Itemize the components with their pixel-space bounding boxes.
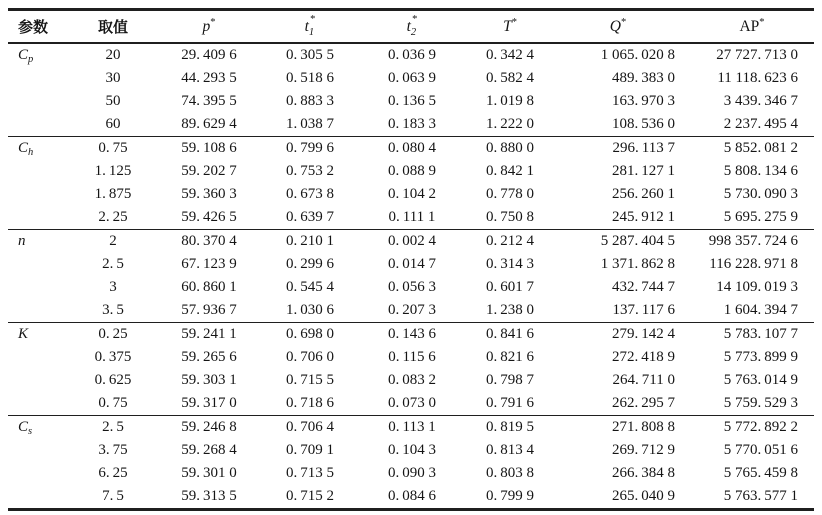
column-header-symbol: t	[406, 17, 411, 35]
table-row	[8, 90, 814, 113]
data-cell-t1: 0. 713 5	[285, 465, 334, 481]
data-cell-t2: 0. 084 6	[387, 488, 436, 504]
data-cell-T: 0. 819 5	[474, 416, 546, 440]
data-cell-t2: 0. 073 0	[387, 395, 436, 411]
parameter-sensitivity-table	[8, 8, 814, 511]
table-row	[8, 276, 814, 299]
param-cell	[8, 90, 78, 113]
star-superscript: *	[210, 16, 216, 28]
data-cell-t2: 0. 080 4	[350, 137, 474, 161]
paper-page	[0, 8, 822, 515]
param-cell	[8, 183, 78, 206]
data-cell-t1: 0. 706 0	[285, 349, 334, 365]
data-cell-AP: 5 763. 577 1	[723, 488, 798, 504]
data-cell-p: 59. 108 6	[148, 137, 270, 161]
data-cell-t1: 0. 706 4	[270, 416, 350, 440]
column-header-p	[148, 10, 270, 44]
column-header-symbol: t	[304, 17, 309, 35]
data-cell-t1: 0. 715 5	[285, 372, 334, 388]
data-cell-Q: 256. 260 1	[611, 186, 675, 202]
data-cell-T: 0. 314 3	[485, 256, 534, 272]
value-cell: 2	[78, 230, 148, 254]
data-cell-Q: 108. 536 0	[611, 116, 675, 132]
value-cell: 7. 5	[102, 488, 124, 504]
data-cell-t2: 0. 088 9	[387, 163, 436, 179]
data-cell-Q: 1 371. 862 8	[600, 256, 675, 272]
data-cell-T: 0. 750 8	[485, 209, 534, 225]
data-cell-T: 0. 841 6	[474, 323, 546, 347]
data-cell-AP: 5 763. 014 9	[723, 372, 798, 388]
value-cell: 2. 5	[102, 256, 124, 272]
data-cell-AP: 5 808. 134 6	[723, 163, 798, 179]
data-cell-Q: 296. 113 7	[546, 137, 690, 161]
data-cell-p: 80. 370 4	[148, 230, 270, 254]
data-cell-AP: 27 727. 713 0	[716, 47, 798, 63]
data-cell-AP: 5 730. 090 3	[723, 186, 798, 202]
value-cell: 0. 75	[98, 395, 128, 411]
data-cell-t2: 0. 056 3	[387, 279, 436, 295]
data-cell-T: 0. 582 4	[485, 70, 534, 86]
param-subscript: h	[28, 147, 34, 158]
data-cell-t2: 0. 207 3	[387, 302, 436, 318]
table-row	[8, 206, 814, 230]
data-cell-t2: 0. 083 2	[387, 372, 436, 388]
data-cell-t2: 0. 143 6	[350, 323, 474, 347]
data-cell-p: 67. 123 9	[181, 256, 237, 272]
param-symbol: C	[18, 419, 29, 435]
value-cell: 30	[105, 70, 121, 86]
data-cell-T: 0. 813 4	[485, 442, 534, 458]
table-row	[8, 137, 814, 161]
param-cell	[8, 67, 78, 90]
data-cell-T: 0. 803 8	[485, 465, 534, 481]
value-cell: 3. 75	[98, 442, 128, 458]
table-row	[8, 416, 814, 440]
data-cell-p: 74. 395 5	[181, 93, 237, 109]
data-cell-Q: 264. 711 0	[612, 372, 675, 388]
data-cell-Q: 269. 712 9	[611, 442, 675, 458]
data-cell-p: 59. 202 7	[181, 163, 237, 179]
column-header-symbol: p	[202, 17, 211, 35]
star-superscript: *	[759, 16, 765, 28]
data-cell-Q: 137. 117 6	[612, 302, 675, 318]
data-cell-AP: 5 852. 081 2	[690, 137, 814, 161]
data-cell-t1: 0. 518 6	[285, 70, 334, 86]
data-cell-T: 0. 778 0	[485, 186, 534, 202]
value-cell: 0. 625	[94, 372, 132, 388]
data-cell-t1: 0. 639 7	[285, 209, 334, 225]
data-cell-Q: 245. 912 1	[611, 209, 675, 225]
data-cell-t2: 0. 183 3	[387, 116, 436, 132]
param-symbol: C	[18, 47, 29, 63]
value-cell: 2. 25	[98, 209, 128, 225]
param-cell	[8, 276, 78, 299]
data-cell-Q: 272. 418 9	[611, 349, 675, 365]
data-cell-t1: 0. 698 0	[270, 323, 350, 347]
data-cell-p: 59. 317 0	[181, 395, 237, 411]
data-cell-t2: 0. 036 9	[387, 47, 436, 63]
data-cell-T: 0. 342 4	[485, 47, 534, 63]
param-cell	[8, 392, 78, 416]
column-header-subscript: 1	[308, 26, 315, 38]
value-cell: 50	[105, 93, 121, 109]
table-header	[8, 10, 814, 44]
data-cell-Q: 163. 970 3	[611, 93, 675, 109]
value-cell: 20	[105, 47, 121, 63]
star-superscript: *	[412, 13, 418, 25]
param-cell	[8, 416, 78, 440]
data-cell-AP: 1 604. 394 7	[723, 302, 798, 318]
data-cell-AP: 116 228. 971 8	[709, 256, 798, 272]
param-subscript: s	[28, 426, 33, 437]
table-row	[8, 230, 814, 254]
param-cell	[8, 462, 78, 485]
data-cell-t1: 0. 883 3	[285, 93, 334, 109]
data-cell-p: 59. 265 6	[181, 349, 237, 365]
star-superscript: *	[310, 13, 316, 25]
data-cell-T: 1. 222 0	[485, 116, 534, 132]
param-cell	[8, 43, 78, 67]
data-cell-p: 57. 936 7	[181, 302, 237, 318]
data-cell-t1: 0. 299 6	[285, 256, 334, 272]
param-cell	[8, 253, 78, 276]
param-cell	[8, 230, 78, 254]
param-cell	[8, 137, 78, 161]
data-cell-t2: 0. 063 9	[387, 70, 436, 86]
param-cell	[8, 369, 78, 392]
data-cell-AP: 5 765. 459 8	[723, 465, 798, 481]
column-header-param	[8, 10, 78, 44]
column-header-label: 取值	[97, 20, 128, 36]
table-row	[8, 485, 814, 510]
data-cell-p: 59. 268 4	[181, 442, 237, 458]
table-row	[8, 160, 814, 183]
data-cell-Q: 265. 040 9	[611, 488, 675, 504]
data-cell-AP: 998 357. 724 6	[690, 230, 814, 254]
data-cell-Q: 432. 744 7	[611, 279, 675, 295]
data-cell-AP: 5 772. 892 2	[690, 416, 814, 440]
data-cell-t1: 0. 305 5	[285, 47, 334, 63]
column-header-symbol: Q	[609, 17, 621, 35]
data-cell-T: 0. 798 7	[485, 372, 534, 388]
table-row	[8, 439, 814, 462]
data-cell-T: 0. 212 4	[474, 230, 546, 254]
table-row	[8, 346, 814, 369]
data-cell-p: 59. 313 5	[181, 488, 237, 504]
param-cell	[8, 323, 78, 347]
value-cell: 0. 75	[78, 137, 148, 161]
data-cell-t1: 0. 718 6	[285, 395, 334, 411]
data-cell-Q: 489. 383 0	[611, 70, 675, 86]
data-cell-t1: 0. 709 1	[285, 442, 334, 458]
data-cell-t2: 0. 104 3	[387, 442, 436, 458]
value-cell: 1. 875	[94, 186, 132, 202]
data-cell-t1: 1. 030 6	[285, 302, 334, 318]
data-cell-Q: 281. 127 1	[611, 163, 675, 179]
table-row	[8, 67, 814, 90]
data-cell-t2: 0. 002 4	[350, 230, 474, 254]
data-cell-t2: 0. 115 6	[388, 349, 436, 365]
data-cell-T: 0. 791 6	[485, 395, 534, 411]
table-row	[8, 253, 814, 276]
column-header-label: 参数	[18, 20, 49, 36]
param-cell	[8, 160, 78, 183]
data-cell-AP: 5 759. 529 3	[723, 395, 798, 411]
data-cell-Q: 266. 384 8	[611, 465, 675, 481]
data-cell-p: 60. 860 1	[181, 279, 237, 295]
param-cell	[8, 346, 78, 369]
data-cell-AP: 5 773. 899 9	[723, 349, 798, 365]
header-row	[8, 10, 814, 44]
data-cell-AP: 3 439. 346 7	[723, 93, 798, 109]
table-row	[8, 392, 814, 416]
data-cell-AP: 14 109. 019 3	[716, 279, 798, 295]
data-cell-Q: 262. 295 7	[611, 395, 675, 411]
data-cell-t1: 0. 799 6	[270, 137, 350, 161]
param-symbol: K	[18, 326, 29, 342]
data-cell-t1: 1. 038 7	[285, 116, 334, 132]
table-row	[8, 183, 814, 206]
data-cell-t1: 0. 753 2	[285, 163, 334, 179]
column-header-t1	[270, 10, 350, 44]
value-cell: 0. 25	[78, 323, 148, 347]
data-cell-p: 59. 241 1	[148, 323, 270, 347]
data-cell-AP: 5 770. 051 6	[723, 442, 798, 458]
data-cell-AP: 11 118. 623 6	[717, 70, 798, 86]
table-row	[8, 113, 814, 137]
table-row	[8, 323, 814, 347]
star-superscript: *	[620, 16, 627, 28]
data-cell-t1: 0. 673 8	[285, 186, 334, 202]
value-cell: 0. 375	[94, 349, 132, 365]
column-header-T	[474, 10, 546, 44]
data-cell-T: 1. 238 0	[485, 302, 534, 318]
column-header-symbol: T	[503, 17, 512, 35]
data-cell-Q: 5 287. 404 5	[546, 230, 690, 254]
data-cell-p: 59. 360 3	[181, 186, 237, 202]
data-cell-p: 59. 303 1	[181, 372, 237, 388]
param-cell	[8, 439, 78, 462]
data-cell-Q: 1 065. 020 8	[600, 47, 675, 63]
data-cell-p: 59. 426 5	[181, 209, 237, 225]
table-row	[8, 369, 814, 392]
data-cell-T: 1. 019 8	[485, 93, 534, 109]
data-cell-T: 0. 821 6	[485, 349, 534, 365]
param-cell	[8, 206, 78, 230]
table-row	[8, 462, 814, 485]
table-body	[8, 43, 814, 510]
data-cell-Q: 271. 808 8	[546, 416, 690, 440]
value-cell: 60	[105, 116, 121, 132]
column-header-value	[78, 10, 148, 44]
data-cell-T: 0. 880 0	[474, 137, 546, 161]
data-cell-T: 0. 799 9	[485, 488, 534, 504]
data-cell-AP: 5 783. 107 7	[690, 323, 814, 347]
param-symbol: n	[18, 233, 26, 249]
data-cell-T: 0. 601 7	[485, 279, 534, 295]
value-cell: 1. 125	[94, 163, 132, 179]
data-cell-t2: 0. 090 3	[387, 465, 436, 481]
data-cell-Q: 279. 142 4	[546, 323, 690, 347]
data-cell-p: 44. 293 5	[181, 70, 237, 86]
data-cell-t1: 0. 210 1	[270, 230, 350, 254]
data-cell-t2: 0. 111 1	[388, 209, 436, 225]
param-symbol: C	[18, 140, 29, 156]
value-cell: 3. 5	[102, 302, 124, 318]
table-row	[8, 43, 814, 67]
param-cell	[8, 113, 78, 137]
data-cell-t2: 0. 104 2	[387, 186, 436, 202]
param-cell	[8, 299, 78, 323]
data-cell-t2: 0. 014 7	[387, 256, 436, 272]
param-subscript: p	[28, 54, 34, 65]
data-cell-AP: 2 237. 495 4	[723, 116, 798, 132]
data-cell-t2: 0. 113 1	[350, 416, 474, 440]
data-cell-t1: 0. 545 4	[285, 279, 334, 295]
data-cell-t1: 0. 715 2	[285, 488, 334, 504]
data-cell-p: 89. 629 4	[181, 116, 237, 132]
column-header-subscript: 2	[410, 26, 417, 38]
value-cell: 3	[109, 279, 117, 295]
data-cell-T: 0. 842 1	[485, 163, 534, 179]
data-cell-p: 29. 409 6	[181, 47, 237, 63]
value-cell: 6. 25	[98, 465, 128, 481]
star-superscript: *	[511, 16, 517, 28]
data-cell-p: 59. 301 0	[181, 465, 237, 481]
value-cell: 2. 5	[78, 416, 148, 440]
data-cell-p: 59. 246 8	[148, 416, 270, 440]
table-row	[8, 299, 814, 323]
column-header-t2	[350, 10, 474, 44]
column-header-Q	[546, 10, 690, 44]
data-cell-AP: 5 695. 275 9	[723, 209, 798, 225]
data-cell-t2: 0. 136 5	[387, 93, 436, 109]
column-header-symbol: AP	[739, 17, 760, 35]
column-header-AP	[690, 10, 814, 44]
param-cell	[8, 485, 78, 510]
